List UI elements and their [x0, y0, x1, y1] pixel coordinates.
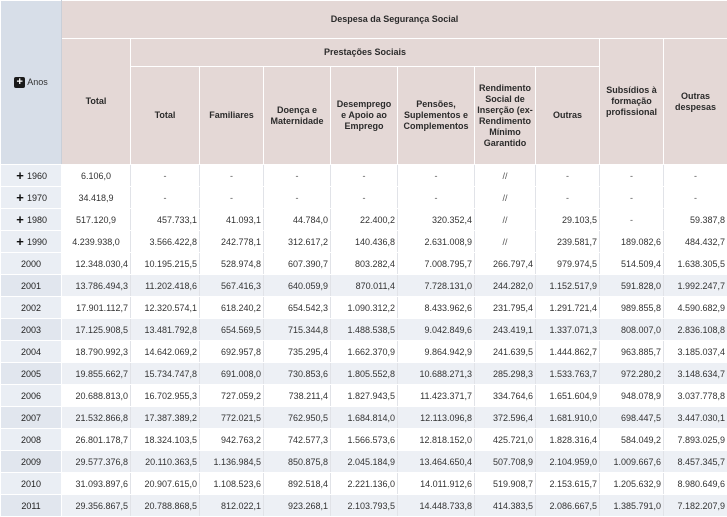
group-header-prestacoes: Prestações Sociais	[131, 39, 600, 67]
table-row	[1, 451, 727, 473]
value-cell: 10.195.215,5	[131, 253, 200, 275]
value-cell: 334.764,6	[475, 385, 536, 407]
col-header-outras: Outras	[536, 67, 600, 165]
table-body	[1, 165, 727, 517]
table-row	[1, 429, 727, 451]
value-cell: 948.078,9	[600, 385, 664, 407]
value-cell: 1.827.943,5	[331, 385, 398, 407]
value-cell: 715.344,8	[264, 319, 331, 341]
value-cell: 12.348.030,4	[62, 253, 131, 275]
value-cell: 742.577,3	[264, 429, 331, 451]
year-label: 2011	[21, 501, 40, 511]
value-cell: -	[398, 187, 475, 209]
value-cell: 12.320.574,1	[131, 297, 200, 319]
expand-row-icon[interactable]: +	[15, 170, 25, 181]
value-cell: 9.042.849,6	[398, 319, 475, 341]
value-cell: -	[600, 165, 664, 187]
value-cell: 584.049,2	[600, 429, 664, 451]
value-cell: 244.282,0	[475, 275, 536, 297]
col-header-pensoes: Pensões, Suplementos e Complementos	[398, 67, 475, 165]
col-header-desemprego: Desemprego e Apoio ao Emprego	[331, 67, 398, 165]
value-cell: 7.728.131,0	[398, 275, 475, 297]
value-cell: -	[331, 165, 398, 187]
value-cell: 12.818.152,0	[398, 429, 475, 451]
value-cell: 762.950,5	[264, 407, 331, 429]
value-cell: 3.566.422,8	[131, 231, 200, 253]
value-cell: 3.148.634,7	[664, 363, 727, 385]
value-cell: 2.221.136,0	[331, 473, 398, 495]
year-cell[interactable]	[1, 231, 62, 253]
value-cell: 3.447.030,1	[664, 407, 727, 429]
value-cell: 26.801.178,7	[62, 429, 131, 451]
value-cell: 850.875,8	[264, 451, 331, 473]
value-cell: 241.639,5	[475, 341, 536, 363]
col-header-outras-despesas: Outras despesas	[664, 39, 727, 165]
table-row	[1, 407, 727, 429]
value-cell: 1.488.538,5	[331, 319, 398, 341]
value-cell: 519.908,7	[475, 473, 536, 495]
value-cell: 59.387,8	[664, 209, 727, 231]
year-label: 1990	[27, 237, 47, 247]
value-cell: 1.337.071,3	[536, 319, 600, 341]
value-cell: 1.662.370,9	[331, 341, 398, 363]
value-cell: 8.457.345,7	[664, 451, 727, 473]
value-cell: 189.082,6	[600, 231, 664, 253]
value-cell: 1.651.604,9	[536, 385, 600, 407]
year-cell	[1, 319, 62, 341]
value-cell: 1.090.312,2	[331, 297, 398, 319]
value-cell: //	[475, 165, 536, 187]
value-cell: 18.324.103,5	[131, 429, 200, 451]
value-cell: -	[200, 187, 264, 209]
value-cell: 3.185.037,4	[664, 341, 727, 363]
value-cell: 1.533.763,7	[536, 363, 600, 385]
value-cell: 2.836.108,8	[664, 319, 727, 341]
value-cell: 6.106,0	[62, 165, 131, 187]
year-cell	[1, 363, 62, 385]
value-cell: 31.093.897,6	[62, 473, 131, 495]
year-cell	[1, 407, 62, 429]
value-cell: //	[475, 231, 536, 253]
value-cell: 7.182.207,9	[664, 495, 727, 517]
col-header-familiares: Familiares	[200, 67, 264, 165]
expand-row-icon[interactable]: +	[15, 192, 25, 203]
value-cell: 3.037.778,8	[664, 385, 727, 407]
value-cell: 803.282,4	[331, 253, 398, 275]
table-row[interactable]	[1, 209, 727, 231]
value-cell: -	[664, 165, 727, 187]
value-cell: -	[664, 187, 727, 209]
year-label: 1970	[27, 193, 47, 203]
value-cell: 567.416,3	[200, 275, 264, 297]
value-cell: 239.581,7	[536, 231, 600, 253]
col-header-total: Total	[62, 39, 131, 165]
value-cell: 243.419,1	[475, 319, 536, 341]
col-header-subsidios: Subsídios à formação profissional	[600, 39, 664, 165]
value-cell: 20.110.363,5	[131, 451, 200, 473]
value-cell: //	[475, 209, 536, 231]
value-cell: 1.566.573,6	[331, 429, 398, 451]
year-label: 2003	[21, 325, 41, 335]
year-cell[interactable]	[1, 187, 62, 209]
table-row	[1, 495, 727, 517]
table-row[interactable]	[1, 165, 727, 187]
value-cell: 963.885,7	[600, 341, 664, 363]
value-cell: 1.684.814,0	[331, 407, 398, 429]
value-cell: 1.992.247,7	[664, 275, 727, 297]
value-cell: 640.059,9	[264, 275, 331, 297]
value-cell: 4.239.938,0	[62, 231, 131, 253]
value-cell: -	[331, 187, 398, 209]
value-cell: 1.681.910,0	[536, 407, 600, 429]
value-cell: 18.790.992,3	[62, 341, 131, 363]
table-row	[1, 253, 727, 275]
value-cell: 484.432,7	[664, 231, 727, 253]
value-cell: 654.542,3	[264, 297, 331, 319]
value-cell: 2.104.959,0	[536, 451, 600, 473]
value-cell: 691.008,0	[200, 363, 264, 385]
value-cell: 17.387.389,2	[131, 407, 200, 429]
year-label: 1960	[27, 171, 47, 181]
value-cell: -	[131, 165, 200, 187]
year-label: 2005	[21, 369, 41, 379]
value-cell: 517.120,9	[62, 209, 131, 231]
value-cell: 591.828,0	[600, 275, 664, 297]
value-cell: //	[475, 187, 536, 209]
value-cell: 727.059,2	[200, 385, 264, 407]
value-cell: 20.788.868,5	[131, 495, 200, 517]
year-cell	[1, 429, 62, 451]
year-cell	[1, 473, 62, 495]
value-cell: 13.464.650,4	[398, 451, 475, 473]
value-cell: 1.828.316,4	[536, 429, 600, 451]
value-cell: 772.021,5	[200, 407, 264, 429]
value-cell: 457.733,1	[131, 209, 200, 231]
value-cell: 320.352,4	[398, 209, 475, 231]
value-cell: 29.577.376,8	[62, 451, 131, 473]
value-cell: 16.702.955,3	[131, 385, 200, 407]
value-cell: 14.642.069,2	[131, 341, 200, 363]
value-cell: 1.205.632,9	[600, 473, 664, 495]
table-row	[1, 297, 727, 319]
value-cell: 2.045.184,9	[331, 451, 398, 473]
value-cell: 140.436,8	[331, 231, 398, 253]
value-cell: 979.974,5	[536, 253, 600, 275]
value-cell: -	[264, 187, 331, 209]
value-cell: -	[536, 187, 600, 209]
value-cell: 1.805.552,8	[331, 363, 398, 385]
value-cell: 231.795,4	[475, 297, 536, 319]
value-cell: -	[600, 187, 664, 209]
value-cell: 22.400,2	[331, 209, 398, 231]
value-cell: 13.481.792,8	[131, 319, 200, 341]
year-label: 2007	[21, 413, 41, 423]
year-cell	[1, 495, 62, 517]
value-cell: 812.022,1	[200, 495, 264, 517]
value-cell: 13.786.494,3	[62, 275, 131, 297]
value-cell: 870.011,4	[331, 275, 398, 297]
col-header-doenca: Doença e Maternidade	[264, 67, 331, 165]
value-cell: 514.509,4	[600, 253, 664, 275]
value-cell: -	[264, 165, 331, 187]
value-cell: 242.778,1	[200, 231, 264, 253]
anos-header[interactable]	[1, 1, 62, 165]
value-cell: 607.390,7	[264, 253, 331, 275]
table-row	[1, 319, 727, 341]
value-cell: 20.688.813,0	[62, 385, 131, 407]
value-cell: 17.125.908,5	[62, 319, 131, 341]
value-cell: 618.240,2	[200, 297, 264, 319]
value-cell: 2.103.793,5	[331, 495, 398, 517]
year-label: 2002	[21, 303, 41, 313]
value-cell: 730.853,6	[264, 363, 331, 385]
value-cell: 1.136.984,5	[200, 451, 264, 473]
value-cell: 528.974,8	[200, 253, 264, 275]
value-cell: 20.907.615,0	[131, 473, 200, 495]
table-row	[1, 341, 727, 363]
year-label: 2004	[21, 347, 41, 357]
value-cell: 2.153.615,7	[536, 473, 600, 495]
value-cell: 8.433.962,6	[398, 297, 475, 319]
table-row	[1, 385, 727, 407]
value-cell: 29.103,5	[536, 209, 600, 231]
table-row[interactable]	[1, 231, 727, 253]
year-cell	[1, 275, 62, 297]
value-cell: 1.108.523,6	[200, 473, 264, 495]
col-header-pres-total: Total	[131, 67, 200, 165]
value-cell: 654.569,5	[200, 319, 264, 341]
year-label: 2006	[21, 391, 41, 401]
value-cell: 2.631.008,9	[398, 231, 475, 253]
value-cell: 1.638.305,5	[664, 253, 727, 275]
value-cell: 698.447,5	[600, 407, 664, 429]
value-cell: 11.423.371,7	[398, 385, 475, 407]
value-cell: 738.211,4	[264, 385, 331, 407]
value-cell: 1.152.517,9	[536, 275, 600, 297]
expand-row-icon[interactable]: +	[15, 214, 25, 225]
table-row	[1, 275, 727, 297]
value-cell: 692.957,8	[200, 341, 264, 363]
value-cell: 41.093,1	[200, 209, 264, 231]
value-cell: 1.385.791,0	[600, 495, 664, 517]
value-cell: 14.011.912,6	[398, 473, 475, 495]
value-cell: 17.901.112,7	[62, 297, 131, 319]
expand-row-icon[interactable]: +	[15, 236, 25, 247]
value-cell: 34.418,9	[62, 187, 131, 209]
year-cell	[1, 341, 62, 363]
year-cell[interactable]	[1, 209, 62, 231]
year-label: 2010	[21, 479, 41, 489]
value-cell: 21.532.866,8	[62, 407, 131, 429]
table-row[interactable]	[1, 187, 727, 209]
value-cell: 4.590.682,9	[664, 297, 727, 319]
table-row	[1, 363, 727, 385]
value-cell: -	[398, 165, 475, 187]
year-cell	[1, 253, 62, 275]
expand-all-icon[interactable]: +	[14, 77, 25, 88]
value-cell: 1.444.862,7	[536, 341, 600, 363]
value-cell: 12.113.096,8	[398, 407, 475, 429]
year-cell	[1, 451, 62, 473]
value-cell: 372.596,4	[475, 407, 536, 429]
year-cell	[1, 385, 62, 407]
value-cell: 312.617,2	[264, 231, 331, 253]
year-label: 2001	[21, 281, 41, 291]
value-cell: -	[200, 165, 264, 187]
value-cell: 9.864.942,9	[398, 341, 475, 363]
value-cell: 1.291.721,4	[536, 297, 600, 319]
value-cell: 735.295,4	[264, 341, 331, 363]
value-cell: 15.734.747,8	[131, 363, 200, 385]
value-cell: 266.797,4	[475, 253, 536, 275]
value-cell: 414.383,5	[475, 495, 536, 517]
value-cell: 1.009.667,6	[600, 451, 664, 473]
value-cell: 892.518,4	[264, 473, 331, 495]
value-cell: -	[536, 165, 600, 187]
year-label: 1980	[27, 215, 47, 225]
value-cell: 14.448.733,8	[398, 495, 475, 517]
value-cell: 425.721,0	[475, 429, 536, 451]
value-cell: 972.280,2	[600, 363, 664, 385]
value-cell: 507.708,9	[475, 451, 536, 473]
value-cell: 19.855.662,7	[62, 363, 131, 385]
value-cell: 7.893.025,9	[664, 429, 727, 451]
value-cell: 10.688.271,3	[398, 363, 475, 385]
value-cell: 2.086.667,5	[536, 495, 600, 517]
anos-label: Anos	[27, 77, 48, 88]
year-label: 2000	[21, 259, 41, 269]
year-label: 2009	[21, 457, 41, 467]
year-cell	[1, 297, 62, 319]
value-cell: 44.784,0	[264, 209, 331, 231]
value-cell: -	[600, 209, 664, 231]
value-cell: 11.202.418,6	[131, 275, 200, 297]
value-cell: 942.763,2	[200, 429, 264, 451]
year-label: 2008	[21, 435, 41, 445]
table-row	[1, 473, 727, 495]
value-cell: 29.356.867,5	[62, 495, 131, 517]
value-cell: -	[131, 187, 200, 209]
value-cell: 808.007,0	[600, 319, 664, 341]
table-title: Despesa da Segurança Social	[62, 1, 727, 39]
col-header-rendimento: Rendimento Social de Inserção (ex-Rendimento Mínimo Garantido	[475, 67, 536, 165]
value-cell: 7.008.795,7	[398, 253, 475, 275]
value-cell: 8.980.649,6	[664, 473, 727, 495]
value-cell: 285.298,3	[475, 363, 536, 385]
year-cell[interactable]	[1, 165, 62, 187]
value-cell: 989.855,8	[600, 297, 664, 319]
value-cell: 923.268,1	[264, 495, 331, 517]
